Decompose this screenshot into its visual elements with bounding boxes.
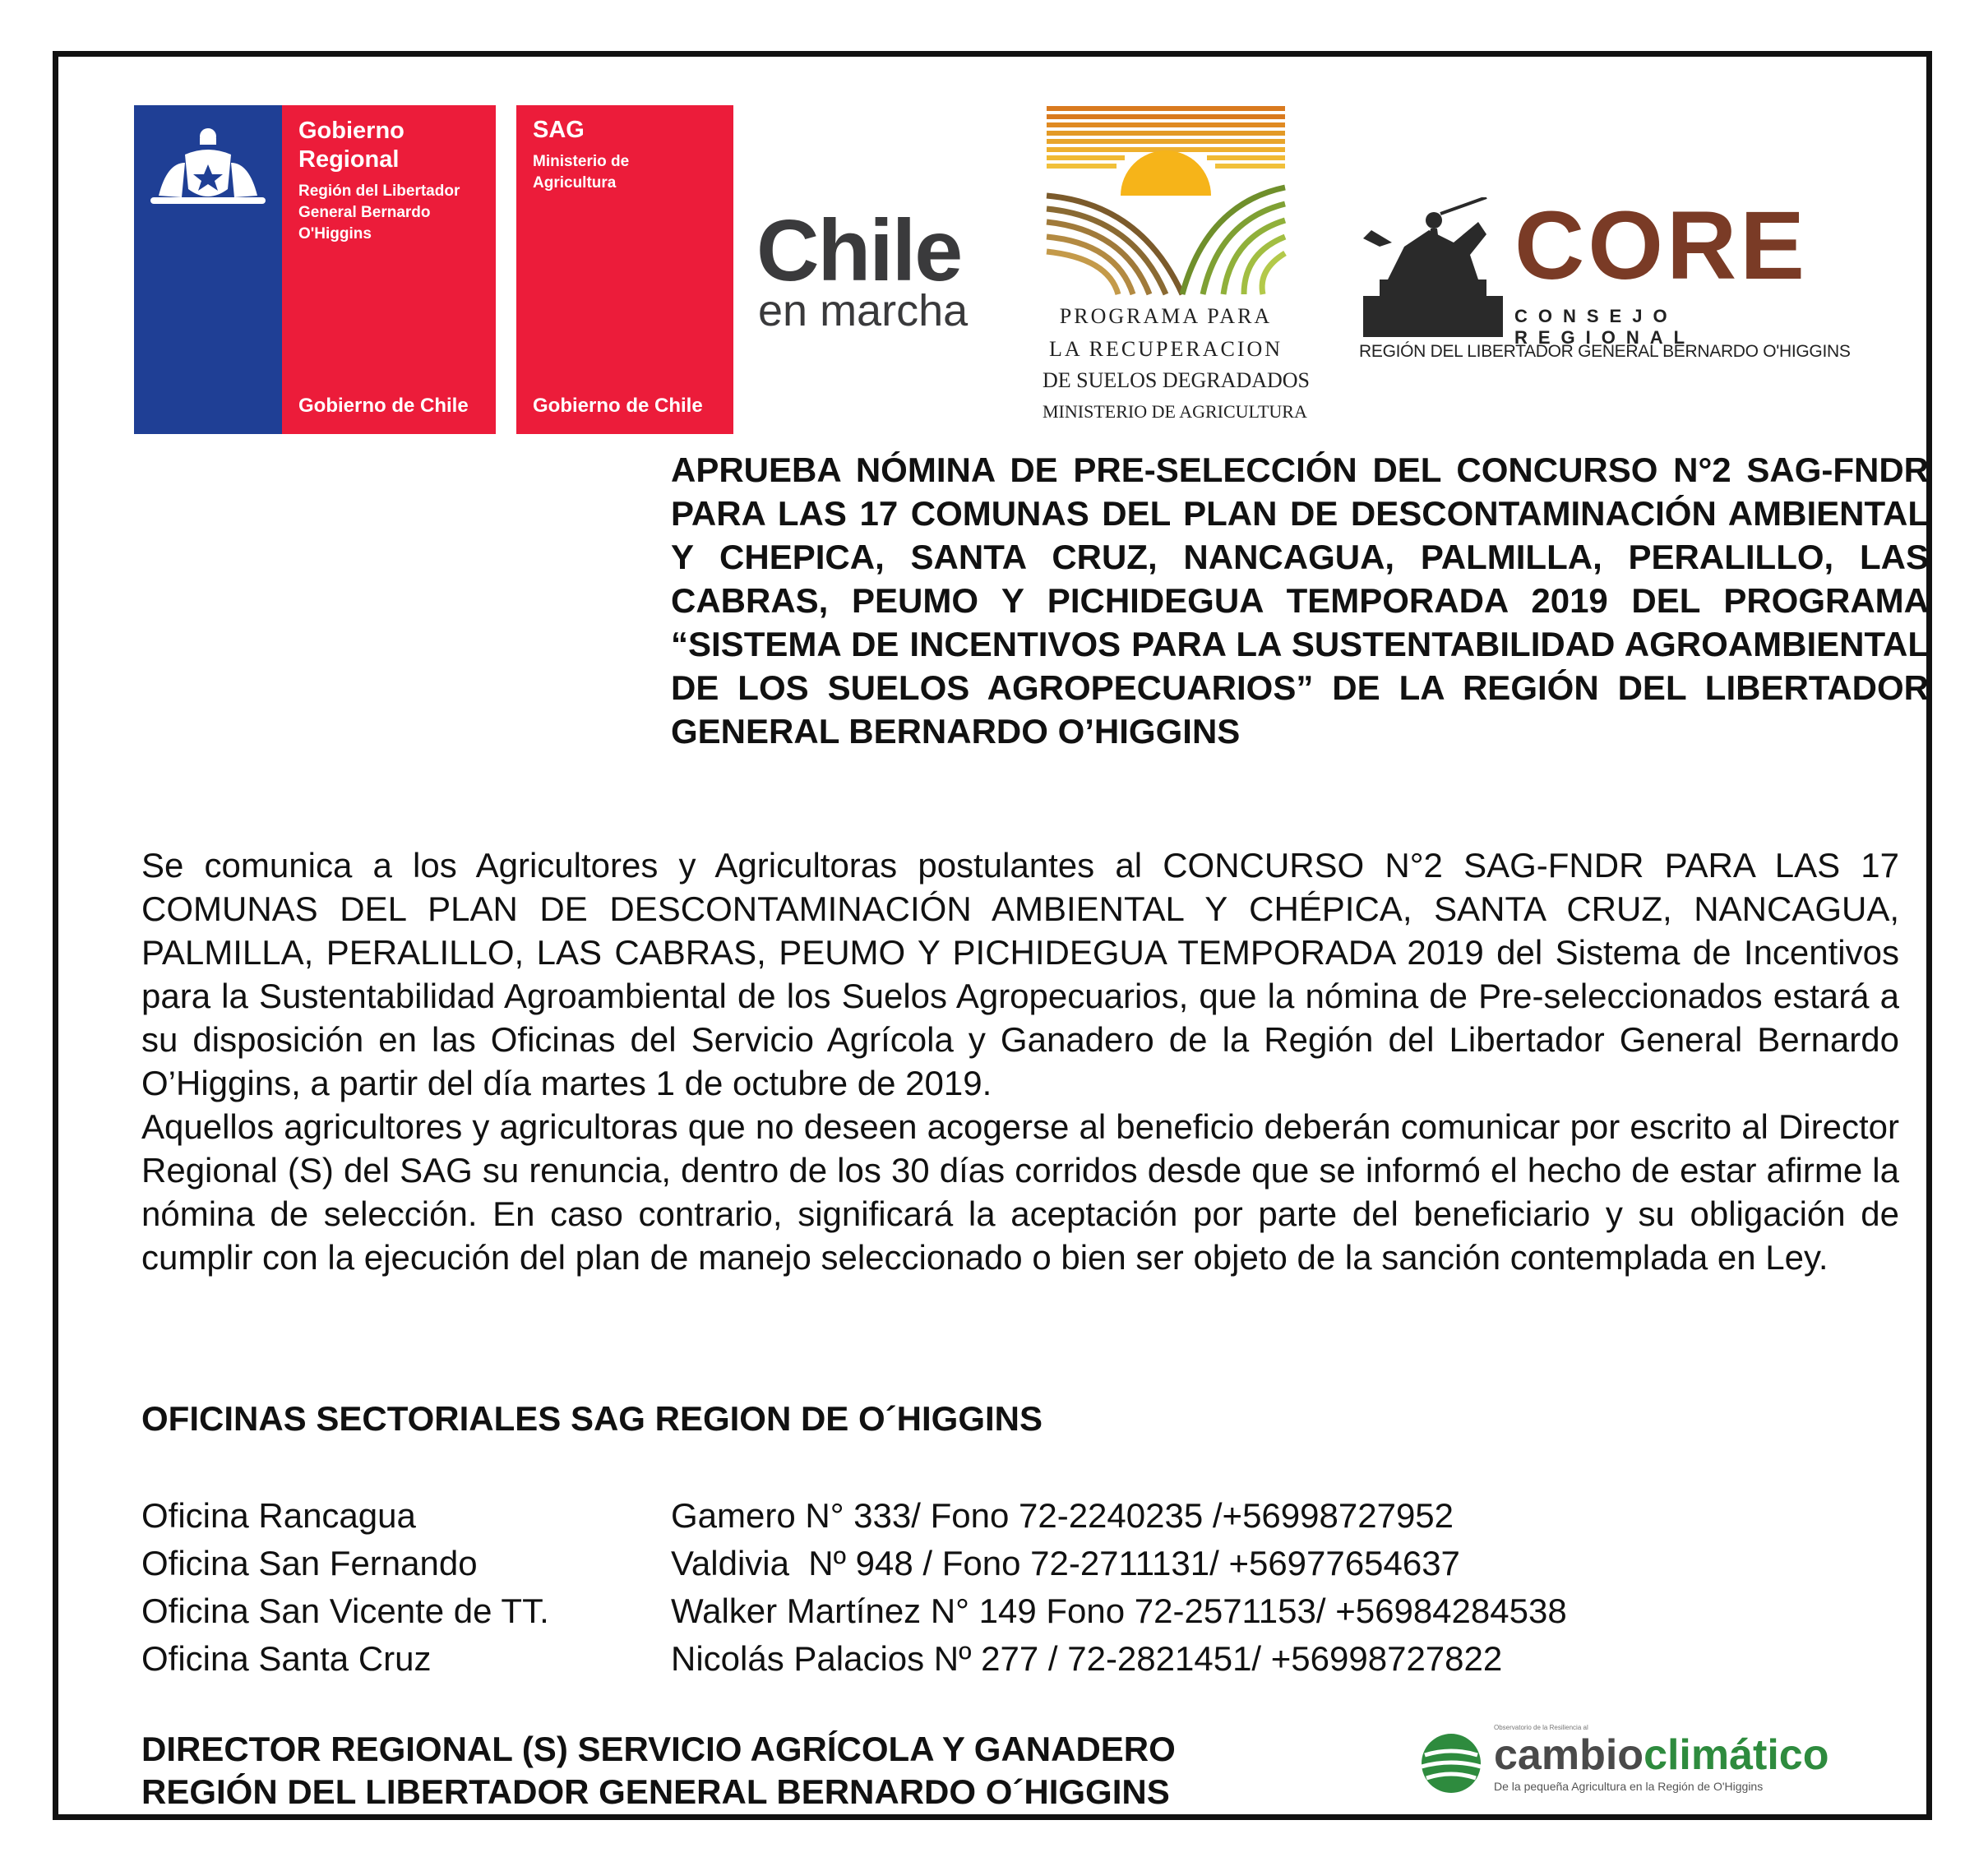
director-line-1: DIRECTOR REGIONAL (S) SERVICIO AGRÍCOLA Y GANADERO xyxy=(141,1730,1176,1768)
chile-word: Chile xyxy=(756,202,962,299)
director-signature xyxy=(141,1728,1176,1813)
core-subtitle: CONSEJO REGIONAL xyxy=(1514,306,1696,348)
office-row xyxy=(141,1496,1704,1544)
programa-line-1: PROGRAMA PARA xyxy=(1059,304,1273,328)
document-heading: APRUEBA NÓMINA DE PRE-SELECCIÓN DEL CONCURSO N°2 SAG-FNDR PARA LAS 17 COMUNAS DEL PLAN DE DESCONTAMINACIÓN AMBIENTAL Y CHEPICA, SANTA CRUZ, NANCAGUA, PALMILLA, PERALILLO, LAS CABRAS, PEUMO Y PICHIDEGUA TEMPORADA 2019 DEL PROGRAMA “SISTEMA DE INCENTIVOS PARA LA SUSTENTABILIDAD AGROAMBIENTAL DE LOS SUELOS AGROPECUARIOS” DE LA REGIÓN DEL LIBERTADOR GENERAL BERNARDO O’HIGGINS xyxy=(671,450,1929,751)
gob-sub-1: Región del Libertador xyxy=(298,182,460,200)
gob-footer: Gobierno de Chile xyxy=(298,395,469,417)
director-line-2: REGIÓN DEL LIBERTADOR GENERAL BERNARDO O´HIGGINS xyxy=(141,1772,1170,1811)
office-name: Oficina San Fernando xyxy=(141,1544,478,1582)
cambio-climatico-logo xyxy=(1418,1724,1879,1796)
gob-sub-3: O'Higgins xyxy=(298,225,372,243)
office-address: Valdivia Nº 948 / Fono 72-2711131/ +56977654637 xyxy=(671,1544,1460,1582)
paragraph-2: Aquellos agricultores y agricultoras que no deseen acogerse al beneficio deberán comunicar por escrito al Director Regional (S) del SAG su renuncia, dentro de los 30 días corridos desde que se informó el hecho de estar afirme la nómina de selección. En caso contrario, significará la aceptación por parte del beneficiario y su obligación de cumplir con la ejecución del plan de manejo seleccionado o bien ser objeto de la sanción contemplada en Ley. xyxy=(141,1107,1899,1277)
office-address: Gamero N° 333/ Fono 72-2240235 /+56998727952 xyxy=(671,1496,1454,1535)
offices-list xyxy=(141,1496,1704,1687)
office-address: Nicolás Palacios Nº 277 / 72-2821451/ +56998727822 xyxy=(671,1639,1503,1678)
sag-title: SAG xyxy=(533,117,585,143)
core-word: CORE xyxy=(1514,192,1808,300)
equestrian-statue-icon xyxy=(1355,197,1511,337)
sag-sub-2: Agricultura xyxy=(533,174,617,192)
body-text xyxy=(141,843,1899,1279)
programa-line-4: MINISTERIO DE AGRICULTURA xyxy=(1043,401,1307,422)
gobierno-regional-logo xyxy=(134,105,496,434)
en-marcha-word: en marcha xyxy=(758,286,969,335)
landscape-icon xyxy=(1043,105,1289,303)
core-region: REGIÓN DEL LIBERTADOR GENERAL BERNARDO O'HIGGINS xyxy=(1359,342,1851,361)
office-row xyxy=(141,1639,1704,1687)
office-row xyxy=(141,1592,1704,1639)
gob-sub-2: General Bernardo xyxy=(298,204,431,221)
office-row xyxy=(141,1544,1704,1592)
cambio-climatico-word xyxy=(1494,1732,1828,1778)
chile-en-marcha-logo xyxy=(756,202,1003,339)
office-name: Oficina Santa Cruz xyxy=(141,1639,432,1678)
paragraph-1: Se comunica a los Agricultores y Agricultoras postulantes al CONCURSO N°2 SAG-FNDR PARA LAS 17 COMUNAS DEL PLAN DE DESCONTAMINACIÓN AMBIENTAL Y CHÉPICA, SANTA CRUZ, NANCAGUA, PALMILLA, PERALILLO, LAS CABRAS, PEUMO Y PICHIDEGUA TEMPORADA 2019 del Sistema de Incentivos para la Sustentabilidad Agroambiental de los Suelos Agropecuarios, que la nómina de Pre-seleccionados estará a su disposición en las Oficinas del Servicio Agrícola y Ganadero de la Región del Libertador General Bernardo O’Higgins, a partir del día martes 1 de octubre de 2019. xyxy=(141,846,1899,1102)
climatico-word: climático xyxy=(1644,1731,1829,1779)
gob-title-1: Gobierno xyxy=(298,118,405,144)
office-name: Oficina San Vicente de TT. xyxy=(141,1592,549,1630)
office-address: Walker Martínez N° 149 Fono 72-2571153/ +56984284538 xyxy=(671,1592,1567,1630)
programa-line-2: LA RECUPERACION xyxy=(1048,337,1283,361)
sag-sub-1: Ministerio de xyxy=(533,153,630,170)
offices-title: OFICINAS SECTORIALES SAG REGION DE O´HIGGINS xyxy=(141,1399,1043,1438)
sag-logo xyxy=(516,105,733,434)
core-logo xyxy=(1355,192,1856,362)
globe-icon xyxy=(1418,1730,1484,1796)
programa-suelos-logo xyxy=(1043,105,1311,434)
sag-footer: Gobierno de Chile xyxy=(533,395,703,417)
cambio-climatico-tiny: Observatorio de la Resiliencia al xyxy=(1494,1724,1588,1731)
programa-line-3: DE SUELOS DEGRADADOS xyxy=(1043,368,1311,392)
gob-title-2: Regional xyxy=(298,146,400,173)
cambio-word: cambio xyxy=(1494,1731,1644,1779)
office-name: Oficina Rancagua xyxy=(141,1496,416,1535)
cambio-climatico-tagline: De la pequeña Agricultura en la Región de O'Higgins xyxy=(1494,1780,1764,1793)
